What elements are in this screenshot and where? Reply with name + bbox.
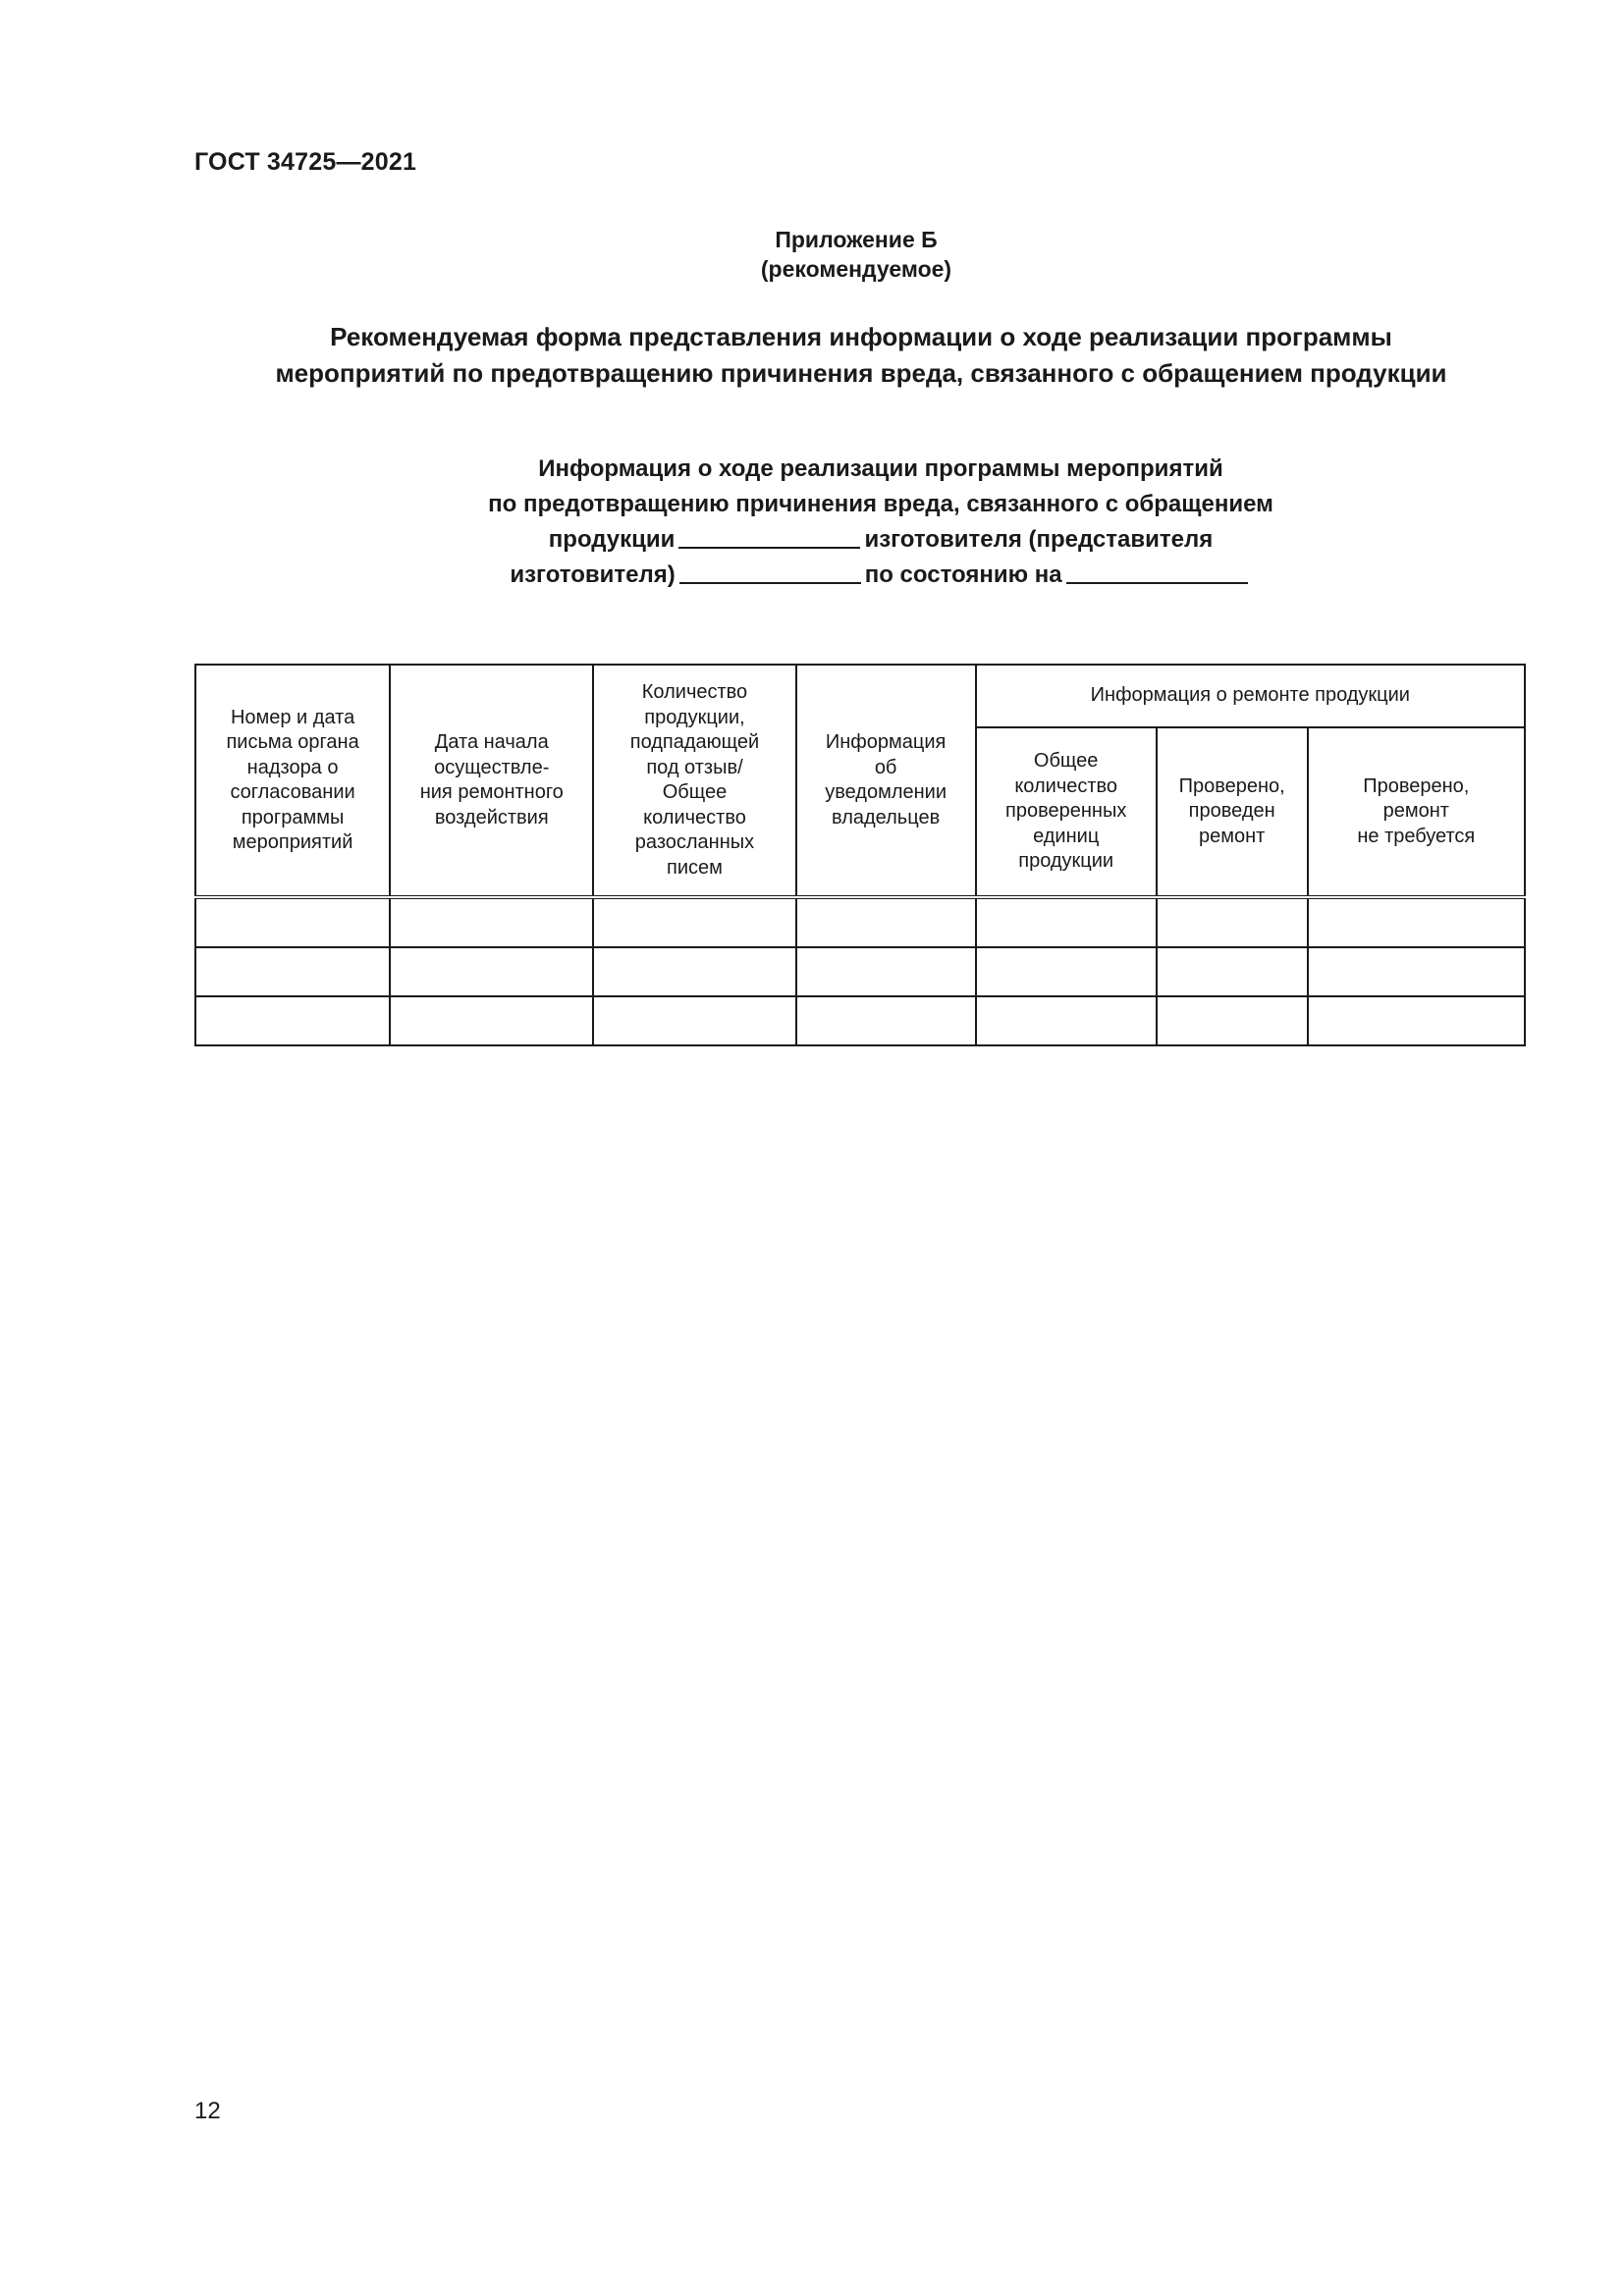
appendix-status: (рекомендуемое) [760,256,952,282]
document-code: ГОСТ 34725—2021 [194,148,417,176]
form-title-line-4 [314,558,1447,593]
column-header-product-quantity [593,665,795,897]
header-text-line: подпадающей [629,731,760,753]
header-text-line: единиц [1033,825,1100,847]
header-text-line: надзора о [246,756,339,778]
column-header-checked-repaired [1157,727,1308,897]
table-row [195,897,1525,947]
column-header-repair-start-date [390,665,593,897]
table-cell[interactable] [390,947,593,996]
table-cell[interactable] [1308,996,1525,1045]
table-cell[interactable] [1308,897,1525,947]
header-text-line: об [874,756,897,778]
header-text-line: воздействия [434,806,549,828]
header-text-line: уведомлении [825,781,947,803]
header-text-line: Количество [641,681,748,703]
header-text-line: не требуется [1357,825,1476,847]
table-row [195,947,1525,996]
table-cell[interactable] [390,996,593,1045]
table-cell[interactable] [593,996,795,1045]
table-cell[interactable] [1157,996,1308,1045]
table-cell[interactable] [796,897,976,947]
table-cell[interactable] [976,947,1157,996]
table-cell[interactable] [593,897,795,947]
table-cell[interactable] [195,897,390,947]
header-text-line: осуществле- [434,756,550,778]
report-table [194,664,1526,1046]
main-title-line-2: мероприятий по предотвращению причинения вреда, связанного с обращением продукции [275,358,1447,388]
appendix-heading [0,225,1624,284]
header-text-line: писем [667,856,723,879]
form-title-representative-label: изготовителя) [510,561,676,588]
page-number: 12 [194,2098,221,2124]
form-title-product-label: продукции [548,526,676,553]
header-text-line: количество [1014,774,1118,797]
header-text-line: проверенных [1005,800,1127,823]
header-text-line: Общее [662,781,728,803]
header-text-line: Номер и дата [230,706,355,728]
form-title-date-label: по состоянию на [864,561,1062,588]
header-text-line: Дата начала [434,731,549,753]
manufacturer-blank-field[interactable] [679,561,861,584]
column-header-checked-no-repair [1308,727,1525,897]
form-title-line-2: по предотвращению причинения вреда, связанного с обращением [488,491,1273,517]
header-text-line: количество [643,806,746,828]
form-title-line-1: Информация о ходе реализации программы мероприятий [538,455,1223,482]
header-text-line: разосланных [634,831,755,853]
table-body [195,897,1525,1045]
form-title [314,452,1447,593]
form-title-line-3 [314,522,1447,558]
table-cell[interactable] [796,947,976,996]
table-cell[interactable] [1157,947,1308,996]
header-text-line: проведен [1188,800,1275,823]
header-text-line: Проверено, [1178,774,1285,797]
header-text-line: Информация [825,731,947,753]
table-cell[interactable] [796,996,976,1045]
table-cell[interactable] [976,996,1157,1045]
table-cell[interactable] [593,947,795,996]
header-text-line: ремонт [1199,825,1266,847]
header-text-line: продукции [1018,850,1114,873]
table-cell[interactable] [1157,897,1308,947]
table-cell[interactable] [1308,947,1525,996]
product-blank-field[interactable] [678,525,860,549]
column-header-letter-number-date [195,665,390,897]
header-text-line: программы [241,806,345,828]
main-title-line-1: Рекомендуемая форма представления информации о ходе реализации программы [330,322,1392,351]
header-text-line: владельцев [832,806,941,828]
header-text-line: мероприятий [232,831,353,853]
table-cell[interactable] [195,996,390,1045]
table-row [195,996,1525,1045]
column-header-owner-notification [796,665,976,897]
header-text-line: согласовании [230,781,355,803]
column-header-total-checked [976,727,1157,897]
header-text-line: ремонт [1382,800,1449,823]
form-title-manufacturer-label: изготовителя (представителя [864,526,1214,553]
appendix-title: Приложение Б [775,227,938,252]
table-cell[interactable] [976,897,1157,947]
table-cell[interactable] [390,897,593,947]
column-group-header-repair-info: Информация о ремонте продукции [976,665,1525,727]
main-title [147,319,1575,392]
header-text-line: Общее [1033,750,1099,773]
header-text-line: ния ремонтного [419,781,564,803]
table-cell[interactable] [195,947,390,996]
date-blank-field[interactable] [1066,561,1248,584]
header-text-line: письма органа [226,731,359,753]
header-text-line: продукции, [644,706,745,728]
header-text-line: Проверено, [1363,774,1470,797]
header-text-line: под отзыв/ [646,756,743,778]
